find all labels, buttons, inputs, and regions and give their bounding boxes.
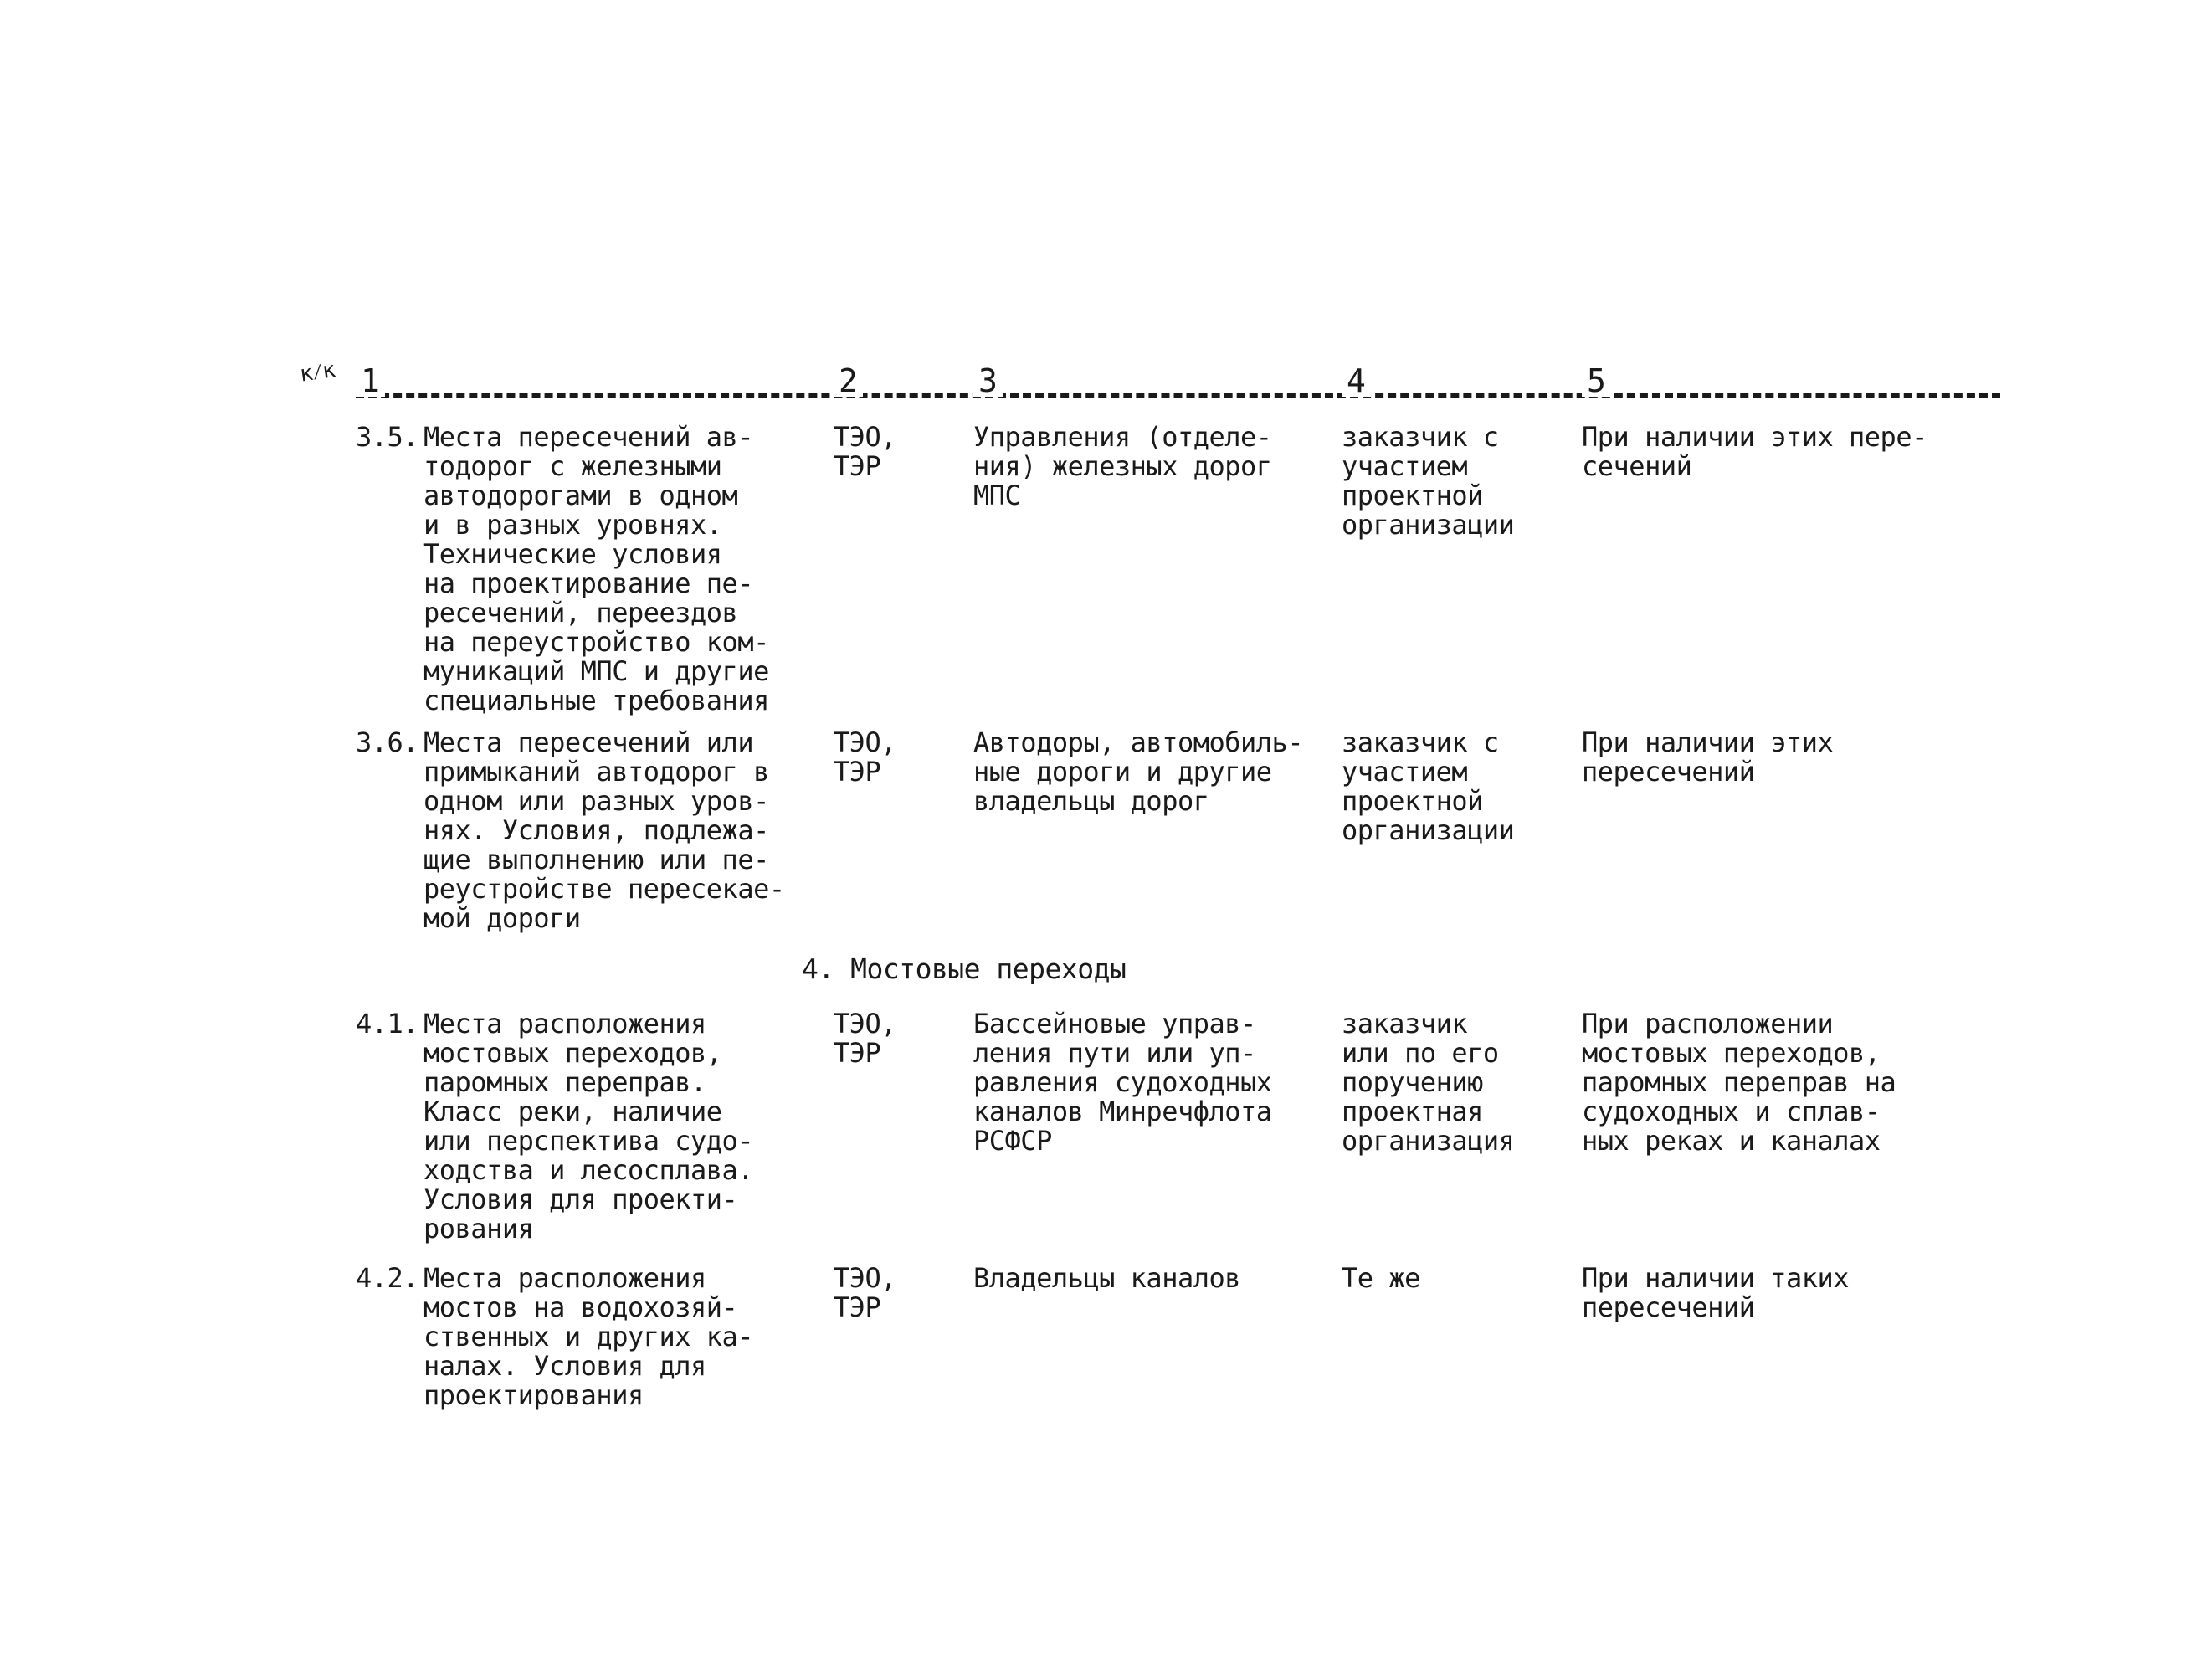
section-title: 4. Мостовые переходы bbox=[802, 952, 1127, 985]
object-cell: Места пересечений или примыканий автодорог в одном или разных уров- нях. Условия, подлежа- щие выполнению или пе- реустройстве пересекае- мой дороги bbox=[423, 726, 785, 934]
table-header-dashed-rule bbox=[356, 393, 2000, 398]
source-cell: Управления (отделе- ния) железных дорог МПС bbox=[973, 421, 1272, 511]
responsible-cell: заказчик с участием проектной организации bbox=[1342, 726, 1515, 846]
object-cell: Места расположения мостов на водохозяй- ственных и других ка- налах. Условия для проектирования bbox=[423, 1262, 754, 1411]
page-mark: к⁄к bbox=[298, 357, 336, 388]
source-cell: Бассейновые управ- ления пути или уп- равления судоходных каналов Минречфлота РСФСР bbox=[973, 1008, 1272, 1157]
column-number-5: 5 bbox=[1582, 365, 1611, 397]
row-number: 3.6. bbox=[356, 726, 419, 758]
column-number-3: 3 bbox=[973, 365, 1003, 397]
responsible-cell: заказчик или по его поручению проектная организация bbox=[1342, 1008, 1515, 1157]
responsible-cell: Те же bbox=[1342, 1262, 1420, 1294]
column-number-2: 2 bbox=[834, 365, 863, 397]
responsible-cell: заказчик с участием проектной организации bbox=[1342, 421, 1515, 541]
row-number: 3.5. bbox=[356, 421, 419, 453]
note-cell: При наличии этих пересечений bbox=[1582, 726, 1834, 788]
row-number: 4.1. bbox=[356, 1008, 419, 1039]
stage-cell: ТЭО, ТЭР bbox=[834, 726, 897, 788]
stage-cell: ТЭО, ТЭР bbox=[834, 421, 897, 482]
source-cell: Автодоры, автомобиль- ные дороги и другие владельцы дорог bbox=[973, 726, 1304, 817]
note-cell: При наличии этих пере- сечений bbox=[1582, 421, 1927, 482]
stage-cell: ТЭО, ТЭР bbox=[834, 1262, 897, 1323]
source-cell: Владельцы каналов bbox=[973, 1262, 1241, 1294]
note-cell: При наличии таких пересечений bbox=[1582, 1262, 1850, 1323]
object-cell: Места расположения мостовых переходов, паромных переправ. Класс реки, наличие или перспектива судо- ходства и лесосплава. Условия для проекти- рования bbox=[423, 1008, 754, 1245]
object-cell: Места пересечений ав- тодорог с железными автодорогами в одном и в разных уровнях. Технические условия на проектирование пе- ресечений, переездов на переустройство ком- муникаций МПС и другие специальные требования bbox=[423, 421, 769, 716]
column-number-1: 1 bbox=[356, 365, 385, 397]
column-number-4: 4 bbox=[1342, 365, 1371, 397]
note-cell: При расположении мостовых переходов, паромных переправ на судоходных и сплав- ных реках и каналах bbox=[1582, 1008, 1896, 1157]
row-number: 4.2. bbox=[356, 1262, 419, 1294]
stage-cell: ТЭО, ТЭР bbox=[834, 1008, 897, 1069]
